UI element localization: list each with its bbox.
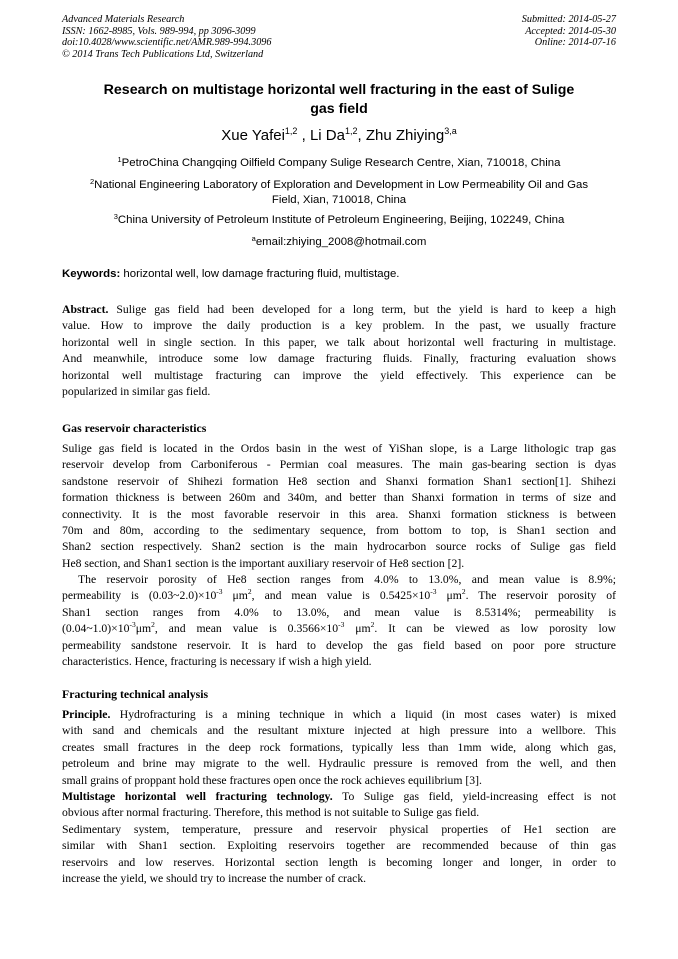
superscript: 2 xyxy=(461,588,466,597)
text-line xyxy=(62,707,616,723)
text-line: Shan2 section respectively. Shan2 section is the main hydrocarbon source rocks of Sulige gas field xyxy=(62,540,616,554)
text-line: Sulige gas field is located in the Ordos basin in the west of YiShan slope, is a Large lithologic trap gas xyxy=(62,442,616,455)
superscript: -3 xyxy=(216,588,223,597)
journal-doi: doi:10.4028/www.scientific.net/AMR.989-994.3096 xyxy=(62,37,272,49)
author-email xyxy=(62,235,616,250)
text-line: Sedimentary system, temperature, pressure and reservoir physical properties of He1 section are xyxy=(62,822,616,836)
text-line xyxy=(62,789,616,805)
journal-header xyxy=(62,14,392,60)
section-heading: Gas reservoir characteristics xyxy=(62,421,207,435)
text-line: He8 section, and Shan1 section is the important auxiliary reservoir of He8 section [2]. xyxy=(62,556,465,570)
affiliation-3 xyxy=(62,213,616,228)
paper-title xyxy=(80,81,598,119)
text-line: creates small fractures in the deep rock formations, typically less than 1mm wide, along which gas, xyxy=(62,740,616,754)
superscript: -3 xyxy=(129,621,136,630)
text-line: horizontal well multistage fracturing can improve the yield effectively. This experience can be xyxy=(62,368,616,382)
affil-sup: 1 xyxy=(117,155,122,164)
affil-sup: a xyxy=(251,234,256,243)
author-separator: , xyxy=(357,127,366,144)
keywords xyxy=(62,267,616,282)
line-text: . The reservoir porosity of xyxy=(465,589,616,603)
author-name: Zhu Zhiying xyxy=(365,127,445,144)
section1-paragraph-2 xyxy=(62,572,616,670)
author-name: Xue Yafei xyxy=(221,127,285,144)
superscript: 2 xyxy=(247,588,252,597)
author-name: Li Da xyxy=(309,127,345,144)
abstract xyxy=(62,302,616,400)
line-text: μm xyxy=(344,622,371,636)
text-line: reservoirs and low reserves. Horizontal section length is becoming longer and longer, in order to xyxy=(62,855,616,869)
accepted-date: Accepted: 2014-05-30 xyxy=(525,25,616,37)
affil-text: China University of Petroleum Institute of Petroleum Engineering, Beijing, 102249, China xyxy=(117,214,565,226)
line-text: . It can be viewed as low porosity low xyxy=(374,622,616,636)
superscript: 2 xyxy=(370,621,375,630)
line-text: Hydrofracturing is a mining technique in which a liquid (in most cases water) is mixed xyxy=(110,708,616,721)
mhw-label: Multistage horizontal well fracturing technology. xyxy=(62,789,333,803)
author-list xyxy=(62,126,616,146)
line-text: μm xyxy=(222,589,248,603)
keywords-text: horizontal well, low damage fracturing fluid, multistage. xyxy=(120,268,400,280)
line-text: μm xyxy=(436,589,462,603)
line-text: Sulige gas field had been developed for a long term, but the yield is hard to keep a high xyxy=(108,303,616,316)
text-line xyxy=(62,621,616,637)
text-line: obvious after normal fracturing. Therefore, this method is not suitable to Sulige gas field. xyxy=(62,806,480,820)
text-line: The reservoir porosity of He8 section ranges from 4.0% to 13.0%, and mean value is 8.9%; xyxy=(78,573,616,586)
journal-name: Advanced Materials Research xyxy=(62,14,185,25)
affiliation-1 xyxy=(62,156,616,171)
submitted-date: Submitted: 2014-05-27 xyxy=(521,14,616,25)
text-line: connectivity. It is the most favorable reservoir in this area. Shanxi formation stickness is between xyxy=(62,507,616,521)
text-line: with sand and chemicals and the resultant mixture injected at high pressure into a wellbore. This xyxy=(62,724,616,738)
line-text: permeability is (0.03~2.0)×10 xyxy=(62,589,217,603)
text-line: reservoir develop from Carboniferous - Permian coal measures. The main gas-bearing section is dyas xyxy=(62,458,616,472)
text-line: Shan1 section ranges from 4.0% to 13.0%, and mean value is 8.5314%; permeability is xyxy=(62,605,616,619)
text-line: popularized in similar gas field. xyxy=(62,384,211,398)
text-line xyxy=(62,302,616,318)
author-affil-sup: 1,2 xyxy=(284,126,298,136)
superscript: -3 xyxy=(430,588,437,597)
text-line: value. How to improve the daily production is a key problem. In the past, we usually fracture xyxy=(62,319,616,333)
text-line: petroleum and brine may migrate to the well. Hydraulic pressure is removed from the well, and then xyxy=(62,757,616,771)
text-line: increase the yield, we should try to increase the number of crack. xyxy=(62,871,367,885)
affil-text: National Engineering Laboratory of Exploration and Development in Low Permeability Oil and Gas xyxy=(94,179,589,191)
affil-sup: 3 xyxy=(113,212,118,221)
author-separator: , xyxy=(297,127,310,144)
title-line: Research on multistage horizontal well fracturing in the east of Sulige xyxy=(103,82,575,98)
text-line: horizontal well in single section. In this paper, we talk about horizontal well fracturing in multistage. xyxy=(62,335,616,349)
email-text: email:zhiying_2008@hotmail.com xyxy=(255,236,427,248)
text-line: formation thickness is between 260m and 340m, and better than Shanxi formation in terms of size and xyxy=(62,491,616,505)
section2-principle xyxy=(62,707,616,887)
affiliation-2 xyxy=(62,178,616,208)
text-line xyxy=(62,588,616,604)
text-line: permeability sandstone reservoir. It is hard to develop the gas field based on poor pore structure xyxy=(62,638,616,652)
text-line: And meanwhile, introduce some low damage fracturing fluids. Finally, fracturing evaluation shows xyxy=(62,352,616,366)
line-text: μm xyxy=(135,622,152,636)
line-text: To Sulige gas field, yield-increasing effect is not xyxy=(332,789,616,803)
line-text: , and mean value is 0.3566×10 xyxy=(154,622,339,636)
affil-text: Field, Xian, 710018, China xyxy=(271,194,407,206)
line-text: , and mean value is 0.5425×10 xyxy=(251,589,431,603)
author-affil-sup: 3,a xyxy=(444,126,457,136)
section1-paragraph-1 xyxy=(62,441,616,572)
keywords-label: Keywords: xyxy=(62,268,121,280)
dates-header xyxy=(396,14,616,49)
abstract-label: Abstract. xyxy=(62,303,109,316)
affil-text: PetroChina Changqing Oilfield Company Sulige Research Centre, Xian, 710018, China xyxy=(121,157,561,169)
principle-label: Principle. xyxy=(62,708,111,721)
journal-issn: ISSN: 1662-8985, Vols. 989-994, pp 3096-3099 xyxy=(62,25,256,37)
author-affil-sup: 1,2 xyxy=(344,126,358,136)
superscript: -3 xyxy=(338,621,345,630)
affil-sup: 2 xyxy=(89,177,95,186)
line-text: (0.04~1.0)×10 xyxy=(62,622,130,636)
text-line: characteristics. Hence, fracturing is necessary if wish a high yield. xyxy=(62,654,372,668)
online-date: Online: 2014-07-16 xyxy=(534,37,616,49)
text-line: 70m and 80m, according to the sedimentary sequence, from bottom to top, is Shan1 section and xyxy=(62,523,616,537)
journal-copyright: © 2014 Trans Tech Publications Ltd, Switzerland xyxy=(62,48,264,60)
text-line: sandstone reservoir of Shihezi formation He8 section and Shanxi formation Shan1 section[1]. Shihezi xyxy=(62,474,616,488)
title-line: gas field xyxy=(310,101,368,117)
text-line: small grains of proppant hold these fractures open once the rock achieves equilibrium [3]. xyxy=(62,773,482,787)
section-heading: Fracturing technical analysis xyxy=(62,687,209,701)
text-line: similar with Shan1 section. Exploiting reservoirs together are recommended because of thin gas xyxy=(62,839,616,853)
superscript: 2 xyxy=(151,621,155,630)
